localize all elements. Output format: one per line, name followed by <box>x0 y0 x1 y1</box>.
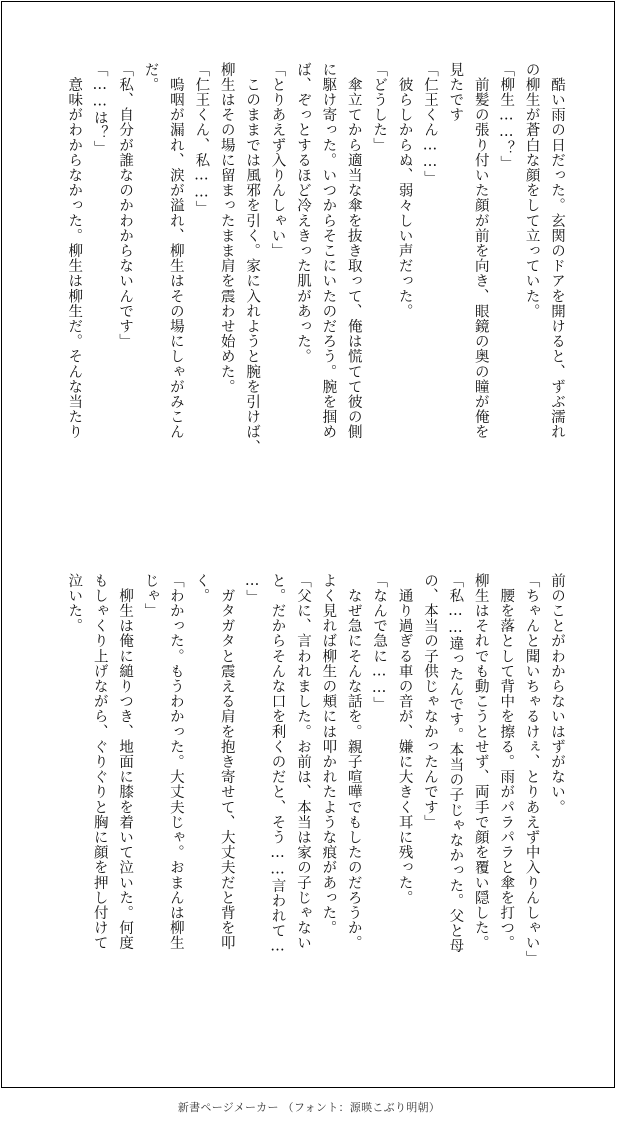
text-line: 「父に、言われました。お前は、本当は家の子じゃない <box>294 573 311 951</box>
text-line: 「私、自分が誰なのかわからないんです」 <box>117 62 134 349</box>
text-line: じゃ」 <box>142 573 159 619</box>
text-line: なぜ急にそんな話を。親子喧嘩でもしたのだろうか。 <box>345 573 362 951</box>
upper-text-block <box>61 62 569 532</box>
text-line: 「柳生……？」 <box>498 62 515 171</box>
text-line: 「ちゃんと聞いちゃるけぇ、とりあえず中入りんしゃい」 <box>523 573 540 966</box>
text-line: 意味がわからなかった。柳生は柳生だ。そんな当たり <box>66 62 83 440</box>
text-line: 前髪の張り付いた顔が前を向き、眼鏡の奥の瞳が俺を <box>472 62 489 440</box>
text-line: 「仁王くん……」 <box>421 62 438 186</box>
text-line: だ。 <box>142 62 159 93</box>
text-line: 酷い雨の日だった。玄関のドアを開けると、ずぶ濡れ <box>549 62 565 440</box>
text-line: 腰を落として背中を擦る。雨がパラパラと傘を打つ。 <box>498 573 515 951</box>
text-line: ガタガタと震える肩を抱き寄せて、大丈夫だと背を叩 <box>218 573 235 951</box>
lower-text-block <box>61 573 569 1043</box>
text-line: 「仁王くん、私……」 <box>193 62 210 216</box>
text-line: 柳生はその場に留まったまま肩を震わせ始めた。 <box>218 62 235 395</box>
text-line: 「なんで急に……」 <box>371 573 388 712</box>
text-line: の、本当の子供じゃなかったんです」 <box>421 573 438 830</box>
text-line: と。だからそんな口を利くのだと、そう……言われて… <box>269 573 286 955</box>
text-line: 「私……違ったんです。本当の子じゃなかった。父と母 <box>447 573 464 954</box>
text-line: 柳生は俺に縋りつき、地面に膝を着いて泣いた。何度 <box>117 573 134 951</box>
page-frame <box>1 1 615 1088</box>
text-line: もしゃくり上げながら、ぐりぐりと胸に顔を押し付けて <box>91 573 108 951</box>
text-line: の柳生が蒼白な顔をして立っていた。 <box>523 62 540 319</box>
text-line: に駆け寄った。いつからそこにいたのだろう。腕を掴め <box>320 62 337 440</box>
text-line: 嗚咽が漏れ、涙が溢れ、柳生はその場にしゃがみこん <box>167 62 184 440</box>
text-line: 泣いた。 <box>66 573 83 634</box>
text-line: 「わかった。もうわかった。大丈夫じゃ。おまんは柳生 <box>167 573 184 951</box>
text-line: よく見れば柳生の頬には叩かれたような痕があった。 <box>320 573 337 936</box>
text-line: …」 <box>244 573 261 605</box>
text-line: 「とりあえず入りんしゃい」 <box>269 62 286 259</box>
text-line: 彼らしからぬ、弱々しい声だった。 <box>396 62 413 319</box>
footer-credit: 新書ページメーカー （フォント：源暎こぶり明朝） <box>177 1101 441 1114</box>
text-line: 前のことがわからないはずがない。 <box>549 573 565 815</box>
text-line: 通り過ぎる車の音が、嫌に大きく耳に残った。 <box>396 573 413 906</box>
text-line: 「どうした」 <box>371 62 388 153</box>
text-line: 見たです <box>447 62 464 123</box>
text-line: く。 <box>193 573 210 604</box>
text-line: 傘立てから適当な傘を抜き取って、俺は慌てて彼の側 <box>345 62 362 440</box>
text-line: 「……は？」 <box>91 62 108 156</box>
text-line: ば、ぞっとするほど冷えきった肌があった。 <box>294 62 311 364</box>
text-line: 柳生はそれでも動こうとせず、両手で顔を覆い隠した。 <box>472 573 489 951</box>
text-line: このままでは風邪を引く。家に入れようと腕を引けば、 <box>244 62 261 455</box>
